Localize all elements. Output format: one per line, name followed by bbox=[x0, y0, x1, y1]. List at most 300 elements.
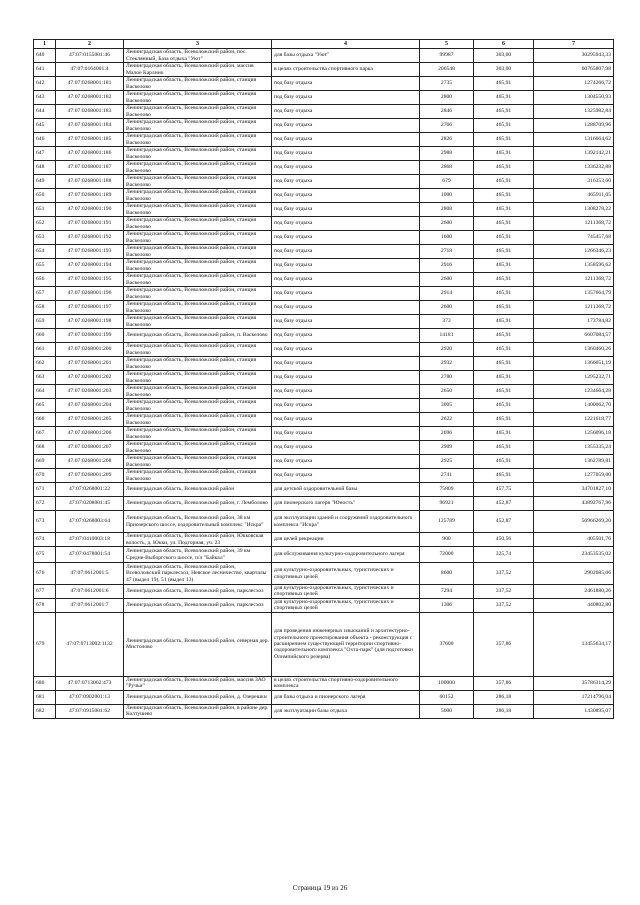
cell-cadastral-number: 47:07:0268001:193 bbox=[56, 245, 124, 259]
cell-cadastral-number: 47:07:0268001:208 bbox=[56, 455, 124, 469]
cell-row-number: 657 bbox=[34, 287, 56, 301]
table-body bbox=[34, 49, 614, 719]
cell-area: 679 bbox=[420, 175, 474, 189]
cell-specific-value: 465,91 bbox=[474, 133, 534, 147]
cell-area: 2766 bbox=[420, 119, 474, 133]
cell-area: 1000 bbox=[420, 189, 474, 203]
cell-cadastral-value: 173784,82 bbox=[534, 315, 614, 329]
cell-cadastral-number: 47:07:0268001:198 bbox=[56, 315, 124, 329]
cell-row-number: 655 bbox=[34, 259, 56, 273]
cell-specific-value: 465,91 bbox=[474, 147, 534, 161]
cell-row-number: 680 bbox=[34, 676, 56, 690]
cell-row-number: 641 bbox=[34, 63, 56, 77]
table-row bbox=[34, 357, 614, 371]
cell-location: Ленинградская область, Всеволожский район bbox=[124, 483, 272, 497]
cell-row-number: 676 bbox=[34, 563, 56, 585]
cell-specific-value: 465,91 bbox=[474, 469, 534, 483]
cell-row-number: 659 bbox=[34, 315, 56, 329]
cell-specific-value: 465,91 bbox=[474, 119, 534, 133]
cell-cadastral-value: 1211368,72 bbox=[534, 301, 614, 315]
table-row bbox=[34, 147, 614, 161]
table-row bbox=[34, 105, 614, 119]
cell-location: Ленинградская область, Всеволожский район, станция Васкелово bbox=[124, 259, 272, 273]
cell-specific-value: 452,87 bbox=[474, 497, 534, 511]
cell-location: Ленинградская область, Всеволожский район, массив ЗАО "Ручьи" bbox=[124, 676, 272, 690]
cell-location: Ленинградская область, Всеволожский район, станция Васкелово bbox=[124, 119, 272, 133]
cell-cadastral-number: 47:07:0268001:204 bbox=[56, 399, 124, 413]
cell-row-number: 653 bbox=[34, 231, 56, 245]
cell-area: 8600 bbox=[420, 563, 474, 585]
cell-cadastral-value: 23453535,02 bbox=[534, 547, 614, 563]
cell-row-number: 651 bbox=[34, 203, 56, 217]
cell-cadastral-number: 47:07:0268001:183 bbox=[56, 105, 124, 119]
cell-cadastral-value: 1358596,62 bbox=[534, 259, 614, 273]
cell-permitted-use: под базу отдыха bbox=[272, 399, 420, 413]
cell-cadastral-number: 47:07:0268001:206 bbox=[56, 427, 124, 441]
cell-location: Ленинградская область, Всеволожский район, станция Васкелово bbox=[124, 357, 272, 371]
cell-location: Ленинградская область, Всеволожский район, парклесхоз bbox=[124, 585, 272, 599]
cell-cadastral-number: 47:07:0713002:1132 bbox=[56, 612, 124, 676]
header-col-1: 1 bbox=[34, 40, 56, 49]
cell-area: 1600 bbox=[420, 231, 474, 245]
cell-row-number: 648 bbox=[34, 161, 56, 175]
cell-location: Ленинградская область, Всеволожский район, станция Васкелово bbox=[124, 315, 272, 329]
cell-area: 2718 bbox=[420, 245, 474, 259]
cell-area: 60152 bbox=[420, 690, 474, 704]
cell-specific-value: 303,00 bbox=[474, 49, 534, 63]
cell-area: 2846 bbox=[420, 105, 474, 119]
cell-permitted-use: под базу отдыха bbox=[272, 119, 420, 133]
cell-location: Ленинградская область, Всеволожский район, станция Васкелово bbox=[124, 161, 272, 175]
table-row bbox=[34, 547, 614, 563]
header-col-3: 3 bbox=[124, 40, 272, 49]
cell-location: Ленинградская область, Всеволожский район, станция Васкелово bbox=[124, 441, 272, 455]
cell-area: 373 bbox=[420, 315, 474, 329]
table-row bbox=[34, 612, 614, 676]
cell-cadastral-number: 47:07:0268001:207 bbox=[56, 441, 124, 455]
cell-area: 200548 bbox=[420, 63, 474, 77]
cell-location: Ленинградская область, Всеволожский район, станция Васкелово bbox=[124, 413, 272, 427]
cell-cadastral-value: 1211368,72 bbox=[534, 273, 614, 287]
cell-cadastral-value: 1266346,23 bbox=[534, 245, 614, 259]
cell-permitted-use: под базу отдыха bbox=[272, 427, 420, 441]
cell-row-number: 675 bbox=[34, 547, 56, 563]
cell-specific-value: 452,87 bbox=[474, 511, 534, 533]
cell-cadastral-number: 47:07:0268001:22 bbox=[56, 483, 124, 497]
cell-row-number: 668 bbox=[34, 441, 56, 455]
table-row bbox=[34, 483, 614, 497]
cell-permitted-use: для базы отдыха и пионерского лагеря bbox=[272, 690, 420, 704]
cell-permitted-use: для детской оздоровительной базы bbox=[272, 483, 420, 497]
cell-location: Ленинградская область, Всеволожский район, 39 км Средне-Выборгского шоссе, п/л "Байкал" bbox=[124, 547, 272, 563]
cell-area: 2916 bbox=[420, 259, 474, 273]
table-row bbox=[34, 441, 614, 455]
cell-row-number: 649 bbox=[34, 175, 56, 189]
cell-permitted-use: под базу отдыха bbox=[272, 105, 420, 119]
table-row bbox=[34, 413, 614, 427]
cell-cadastral-number: 47:07:0268001:195 bbox=[56, 273, 124, 287]
table-row bbox=[34, 119, 614, 133]
cell-location: Ленинградская область, Всеволожский район, станция Васкелово bbox=[124, 231, 272, 245]
cell-cadastral-value: 1357664,79 bbox=[534, 287, 614, 301]
cell-specific-value: 465,91 bbox=[474, 441, 534, 455]
table-row bbox=[34, 315, 614, 329]
cell-row-number: 667 bbox=[34, 427, 56, 441]
cell-area: 2920 bbox=[420, 343, 474, 357]
cell-cadastral-value: 17214796,04 bbox=[534, 690, 614, 704]
cell-cadastral-number: 47:07:0478001:54 bbox=[56, 547, 124, 563]
cell-cadastral-value: 1274266,72 bbox=[534, 77, 614, 91]
cell-row-number: 666 bbox=[34, 413, 56, 427]
cell-permitted-use: для эксплуатации базы отдыха bbox=[272, 704, 420, 718]
cell-cadastral-number: 47:07:0268001:200 bbox=[56, 343, 124, 357]
cell-location: Ленинградская область, Всеволожский район, станция Васкелово bbox=[124, 77, 272, 91]
table-row bbox=[34, 287, 614, 301]
cell-permitted-use: под базу отдыха bbox=[272, 133, 420, 147]
cell-permitted-use: под базу отдыха bbox=[272, 147, 420, 161]
cell-permitted-use: для базы отдыха "Уют" bbox=[272, 49, 420, 63]
cell-location: Ленинградская область, Всеволожский район, станция Васкелово bbox=[124, 287, 272, 301]
cell-area: 99987 bbox=[420, 49, 474, 63]
cell-specific-value: 357,86 bbox=[474, 676, 534, 690]
cell-row-number: 682 bbox=[34, 704, 56, 718]
cell-cadastral-value: 1308278,22 bbox=[534, 203, 614, 217]
cell-cadastral-value: 1211368,72 bbox=[534, 217, 614, 231]
cell-specific-value: 465,91 bbox=[474, 161, 534, 175]
cell-row-number: 652 bbox=[34, 217, 56, 231]
cell-location: Ленинградская область, Всеволожский район, станция Васкелово bbox=[124, 175, 272, 189]
cell-cadastral-value: 1392142,21 bbox=[534, 147, 614, 161]
header-col-6: 6 bbox=[474, 40, 534, 49]
cell-cadastral-value: 30295943,33 bbox=[534, 49, 614, 63]
cell-permitted-use: под базу отдыха bbox=[272, 343, 420, 357]
cell-permitted-use: под базу отдыха bbox=[272, 469, 420, 483]
cell-specific-value: 465,91 bbox=[474, 357, 534, 371]
cell-permitted-use: под базу отдыха bbox=[272, 203, 420, 217]
cell-area: 5000 bbox=[420, 704, 474, 718]
cell-cadastral-value: 1234664,28 bbox=[534, 385, 614, 399]
cell-permitted-use: под базу отдыха bbox=[272, 385, 420, 399]
cell-row-number: 674 bbox=[34, 533, 56, 547]
cell-permitted-use: в целях строительства спортивного парка bbox=[272, 63, 420, 77]
cell-cadastral-number: 47:07:0268001:192 bbox=[56, 231, 124, 245]
cell-cadastral-value: 1304550,93 bbox=[534, 91, 614, 105]
header-col-5: 5 bbox=[420, 40, 474, 49]
cell-permitted-use: под базу отдыха bbox=[272, 245, 420, 259]
cell-cadastral-number: 47:07:0612001:6 bbox=[56, 585, 124, 599]
cell-specific-value: 286,18 bbox=[474, 690, 534, 704]
cell-specific-value: 337,52 bbox=[474, 585, 534, 599]
cell-area: 14181 bbox=[420, 329, 474, 343]
table-row bbox=[34, 533, 614, 547]
cell-specific-value: 465,91 bbox=[474, 427, 534, 441]
cell-row-number: 642 bbox=[34, 77, 56, 91]
table-header-row bbox=[34, 40, 614, 49]
cell-cadastral-value: 56966269,20 bbox=[534, 511, 614, 533]
cell-cadastral-value: 1221618,77 bbox=[534, 413, 614, 427]
cell-cadastral-number: 47:07:0208001:45 bbox=[56, 497, 124, 511]
cell-area: 2600 bbox=[420, 273, 474, 287]
cell-cadastral-number: 47:07:0268001:191 bbox=[56, 217, 124, 231]
cell-row-number: 679 bbox=[34, 612, 56, 676]
cell-permitted-use: под базу отдыха bbox=[272, 455, 420, 469]
cell-permitted-use: для культурно-оздоровительных, туристических и спортивных целей bbox=[272, 563, 420, 585]
cell-cadastral-number: 47:07:0268001:202 bbox=[56, 371, 124, 385]
cell-specific-value: 465,91 bbox=[474, 77, 534, 91]
cell-location: Ленинградская область, Всеволожский район, п. Васкелово bbox=[124, 329, 272, 343]
cell-row-number: 645 bbox=[34, 119, 56, 133]
cell-permitted-use: под базу отдыха bbox=[272, 441, 420, 455]
cell-area: 125789 bbox=[420, 511, 474, 533]
cell-cadastral-number: 47:07:0268001:186 bbox=[56, 147, 124, 161]
table-row bbox=[34, 63, 614, 77]
cell-specific-value: 465,91 bbox=[474, 175, 534, 189]
cell-specific-value: 465,91 bbox=[474, 343, 534, 357]
cell-cadastral-number: 47:07:0268001:184 bbox=[56, 119, 124, 133]
cell-location: Ленинградская область, Всеволожский район, г. Лемболово bbox=[124, 497, 272, 511]
cell-cadastral-value: 1256096,18 bbox=[534, 427, 614, 441]
cell-specific-value: 465,91 bbox=[474, 189, 534, 203]
cell-specific-value: 465,91 bbox=[474, 231, 534, 245]
cell-area: 2735 bbox=[420, 77, 474, 91]
table-row bbox=[34, 563, 614, 585]
cell-cadastral-number: 47:07:0268003:64 bbox=[56, 511, 124, 533]
cell-row-number: 644 bbox=[34, 105, 56, 119]
cell-area: 2780 bbox=[420, 371, 474, 385]
cell-area: 100000 bbox=[420, 676, 474, 690]
cell-cadastral-value: 1362789,81 bbox=[534, 455, 614, 469]
cell-cadastral-number: 47:07:0268001:188 bbox=[56, 175, 124, 189]
cell-specific-value: 465,91 bbox=[474, 245, 534, 259]
cell-specific-value: 465,91 bbox=[474, 301, 534, 315]
cell-permitted-use: под базу отдыха bbox=[272, 161, 420, 175]
cell-specific-value: 450,56 bbox=[474, 533, 534, 547]
cell-permitted-use: под базу отдыха bbox=[272, 315, 420, 329]
table-row bbox=[34, 371, 614, 385]
cell-cadastral-number: 47:07:0268001:181 bbox=[56, 77, 124, 91]
table-row bbox=[34, 427, 614, 441]
table-row bbox=[34, 133, 614, 147]
cell-specific-value: 465,91 bbox=[474, 413, 534, 427]
cell-row-number: 681 bbox=[34, 690, 56, 704]
cell-cadastral-value: 6607084,57 bbox=[534, 329, 614, 343]
cell-specific-value: 357,86 bbox=[474, 612, 534, 676]
cell-cadastral-value: 405501,76 bbox=[534, 533, 614, 547]
cell-area: 2650 bbox=[420, 385, 474, 399]
cell-location: Ленинградская область, Всеволожский район, в районе дер. Колтушево bbox=[124, 704, 272, 718]
cell-location: Ленинградская область, Всеволожский район, станция Васкелово bbox=[124, 427, 272, 441]
cell-cadastral-number: 47:07:0268001:189 bbox=[56, 189, 124, 203]
cell-area: 7294 bbox=[420, 585, 474, 599]
cell-permitted-use: под базу отдыха bbox=[272, 357, 420, 371]
cell-cadastral-number: 47:07:0268001:182 bbox=[56, 91, 124, 105]
cell-location: Ленинградская область, Всеволожский район, пос. Стеклянный, База отдыха "Уют" bbox=[124, 49, 272, 63]
table-row bbox=[34, 676, 614, 690]
cell-location: Ленинградская область, Всеволожский район, станция Васкелово bbox=[124, 469, 272, 483]
table-row bbox=[34, 511, 614, 533]
cell-permitted-use: для культурно-оздоровительных, туристических и спортивных целей bbox=[272, 585, 420, 599]
cell-cadastral-value: 2902685,06 bbox=[534, 563, 614, 585]
cell-area: 72000 bbox=[420, 547, 474, 563]
cell-permitted-use: для целей рекреации bbox=[272, 533, 420, 547]
cell-specific-value: 465,91 bbox=[474, 91, 534, 105]
cell-cadastral-number: 47:07:0268001:209 bbox=[56, 469, 124, 483]
cell-area: 2826 bbox=[420, 133, 474, 147]
cell-row-number: 671 bbox=[34, 483, 56, 497]
cell-row-number: 658 bbox=[34, 301, 56, 315]
cell-permitted-use: под базу отдыха bbox=[272, 217, 420, 231]
cell-location: Ленинградская область, Всеволожский район, станция Васкелово bbox=[124, 203, 272, 217]
cell-area: 2868 bbox=[420, 161, 474, 175]
cell-specific-value: 465,91 bbox=[474, 273, 534, 287]
table-row bbox=[34, 497, 614, 511]
cell-permitted-use: для обслуживания культурно-оздоровительного лагеря bbox=[272, 547, 420, 563]
cell-location: Ленинградская область, Всеволожский район, станция Васкелово bbox=[124, 455, 272, 469]
cell-location: Ленинградская область, Всеволожский район, Всеволожский парклесхоз, Невское лесничество, кварталы 47 (выдел 19), 51 (выдел 13) bbox=[124, 563, 272, 585]
cell-specific-value: 337,52 bbox=[474, 563, 534, 585]
table-row bbox=[34, 49, 614, 63]
cell-area: 2600 bbox=[420, 217, 474, 231]
cell-cadastral-value: 34701827,10 bbox=[534, 483, 614, 497]
cell-area: 37600 bbox=[420, 612, 474, 676]
cell-permitted-use: под базу отдыха bbox=[272, 259, 420, 273]
header-col-2: 2 bbox=[56, 40, 124, 49]
cell-specific-value: 465,91 bbox=[474, 287, 534, 301]
cell-location: Ленинградская область, Всеволожский район, станция Васкелово bbox=[124, 245, 272, 259]
cell-permitted-use: для пионерского лагеря "Юность" bbox=[272, 497, 420, 511]
cell-area: 96921 bbox=[420, 497, 474, 511]
cell-specific-value: 465,91 bbox=[474, 399, 534, 413]
table-row bbox=[34, 704, 614, 718]
cell-location: Ленинградская область, Всеволожский район, станция Васкелово bbox=[124, 91, 272, 105]
cell-specific-value: 325,74 bbox=[474, 547, 534, 563]
cell-permitted-use: под базу отдыха bbox=[272, 231, 420, 245]
cell-location: Ленинградская область, Всеволожский район, парклесхоз bbox=[124, 598, 272, 612]
table-row bbox=[34, 343, 614, 357]
cell-area: 75809 bbox=[420, 483, 474, 497]
cell-permitted-use: под базу отдыха bbox=[272, 189, 420, 203]
cell-cadastral-value: 1430895,07 bbox=[534, 704, 614, 718]
cell-permitted-use: под базу отдыха bbox=[272, 329, 420, 343]
cell-location: Ленинградская область, Всеволожский район, станция Васкелово bbox=[124, 301, 272, 315]
document-table-container bbox=[33, 39, 613, 719]
cell-cadastral-value: 1366051,19 bbox=[534, 357, 614, 371]
cell-specific-value: 465,91 bbox=[474, 203, 534, 217]
cell-cadastral-value: 13455634,17 bbox=[534, 612, 614, 676]
cell-area: 2800 bbox=[420, 91, 474, 105]
table-row bbox=[34, 469, 614, 483]
cell-cadastral-number: 47:07:0268001:203 bbox=[56, 385, 124, 399]
cell-location: Ленинградская область, Всеволожский район, станция Васкелово bbox=[124, 371, 272, 385]
table-row bbox=[34, 329, 614, 343]
table-row bbox=[34, 585, 614, 599]
cell-location: Ленинградская область, Всеволожский район, станция Васкелово bbox=[124, 189, 272, 203]
cell-location: Ленинградская область, Всеволожский район, станция Васкелово bbox=[124, 133, 272, 147]
table-row bbox=[34, 175, 614, 189]
cell-row-number: 677 bbox=[34, 585, 56, 599]
cell-cadastral-value: 1277059,00 bbox=[534, 469, 614, 483]
cell-permitted-use: под базу отдыха bbox=[272, 301, 420, 315]
cell-row-number: 669 bbox=[34, 455, 56, 469]
table-row bbox=[34, 301, 614, 315]
cell-specific-value: 303,00 bbox=[474, 63, 534, 77]
cell-row-number: 663 bbox=[34, 371, 56, 385]
table-row bbox=[34, 399, 614, 413]
cell-permitted-use: для проведения инженерных изысканий и архитектурно-строительного проектирования объекта - реконструкция с расширением существующей территории спортивно-оздоровительного комплекса "Охта-парк" (для подготовки Олимпийского резерва) bbox=[272, 612, 420, 676]
table-row bbox=[34, 217, 614, 231]
table-row bbox=[34, 598, 614, 612]
cell-permitted-use: под базу отдыха bbox=[272, 91, 420, 105]
table-row bbox=[34, 161, 614, 175]
cell-cadastral-number: 47:07:0268001:201 bbox=[56, 357, 124, 371]
cell-location: Ленинградская область, Всеволожский район, массив Малое Карлино bbox=[124, 63, 272, 77]
cell-area: 900 bbox=[420, 533, 474, 547]
cell-cadastral-value: 745457,68 bbox=[534, 231, 614, 245]
cell-specific-value: 465,91 bbox=[474, 105, 534, 119]
cell-cadastral-value: 1400062,70 bbox=[534, 399, 614, 413]
cell-cadastral-value: 60765807,98 bbox=[534, 63, 614, 77]
cell-location: Ленинградская область, Всеволожский район, станция Васкелово bbox=[124, 217, 272, 231]
table-row bbox=[34, 245, 614, 259]
cell-location: Ленинградская область, Всеволожский район, станция Васкелово bbox=[124, 399, 272, 413]
cell-cadastral-number: 47:07:0268001:185 bbox=[56, 133, 124, 147]
cell-cadastral-value: 316353,60 bbox=[534, 175, 614, 189]
cell-specific-value: 337,52 bbox=[474, 598, 534, 612]
cell-location: Ленинградская область, Всеволожский район, станция Васкелово bbox=[124, 343, 272, 357]
cell-cadastral-number: 47:07:0268001:197 bbox=[56, 301, 124, 315]
cell-specific-value: 465,91 bbox=[474, 385, 534, 399]
cell-area: 2932 bbox=[420, 357, 474, 371]
cell-area: 2925 bbox=[420, 455, 474, 469]
cell-cadastral-number: 47:07:0268001:205 bbox=[56, 413, 124, 427]
table-row bbox=[34, 385, 614, 399]
cell-area: 2808 bbox=[420, 203, 474, 217]
cell-cadastral-number: 47:07:0902001:13 bbox=[56, 690, 124, 704]
cell-specific-value: 465,91 bbox=[474, 259, 534, 273]
cell-row-number: 646 bbox=[34, 133, 56, 147]
cell-location: Ленинградская область, Всеволожский район, станция Васкелово bbox=[124, 105, 272, 119]
cell-row-number: 665 bbox=[34, 399, 56, 413]
cell-row-number: 661 bbox=[34, 343, 56, 357]
table-row bbox=[34, 203, 614, 217]
cell-area: 2696 bbox=[420, 427, 474, 441]
cell-cadastral-number: 47:07:0268001:190 bbox=[56, 203, 124, 217]
cell-cadastral-value: 465911,05 bbox=[534, 189, 614, 203]
cell-cadastral-number: 47:07:0268001:196 bbox=[56, 287, 124, 301]
cell-cadastral-value: 1336232,88 bbox=[534, 161, 614, 175]
cell-cadastral-value: 35786314,29 bbox=[534, 676, 614, 690]
cell-location: Ленинградская область, Всеволожский район, д. Озерешки bbox=[124, 690, 272, 704]
land-plots-table bbox=[33, 39, 614, 719]
cell-location: Ленинградская область, Всеволожский район, Юкковская волость, д. Юкки, ул. Подгорная, уч. 23 bbox=[124, 533, 272, 547]
cell-cadastral-value: 1288709,96 bbox=[534, 119, 614, 133]
cell-cadastral-value: 2461880,26 bbox=[534, 585, 614, 599]
cell-area: 1306 bbox=[420, 598, 474, 612]
cell-area: 3005 bbox=[420, 399, 474, 413]
cell-area: 2914 bbox=[420, 287, 474, 301]
header-col-4: 4 bbox=[272, 40, 420, 49]
cell-location: Ленинградская область, Всеволожский район, станция Васкелово bbox=[124, 147, 272, 161]
cell-area: 2600 bbox=[420, 301, 474, 315]
cell-specific-value: 465,91 bbox=[474, 455, 534, 469]
cell-cadastral-value: 1316664,62 bbox=[534, 133, 614, 147]
cell-location: Ленинградская область, Всеволожский район, станция Васкелово bbox=[124, 385, 272, 399]
cell-row-number: 643 bbox=[34, 91, 56, 105]
cell-permitted-use: для культурно-оздоровительных, туристических и спортивных целей bbox=[272, 598, 420, 612]
cell-specific-value: 465,91 bbox=[474, 315, 534, 329]
cell-permitted-use: для эксплуатации зданий и сооружений оздоровительного комплекса "Искра" bbox=[272, 511, 420, 533]
table-row bbox=[34, 231, 614, 245]
